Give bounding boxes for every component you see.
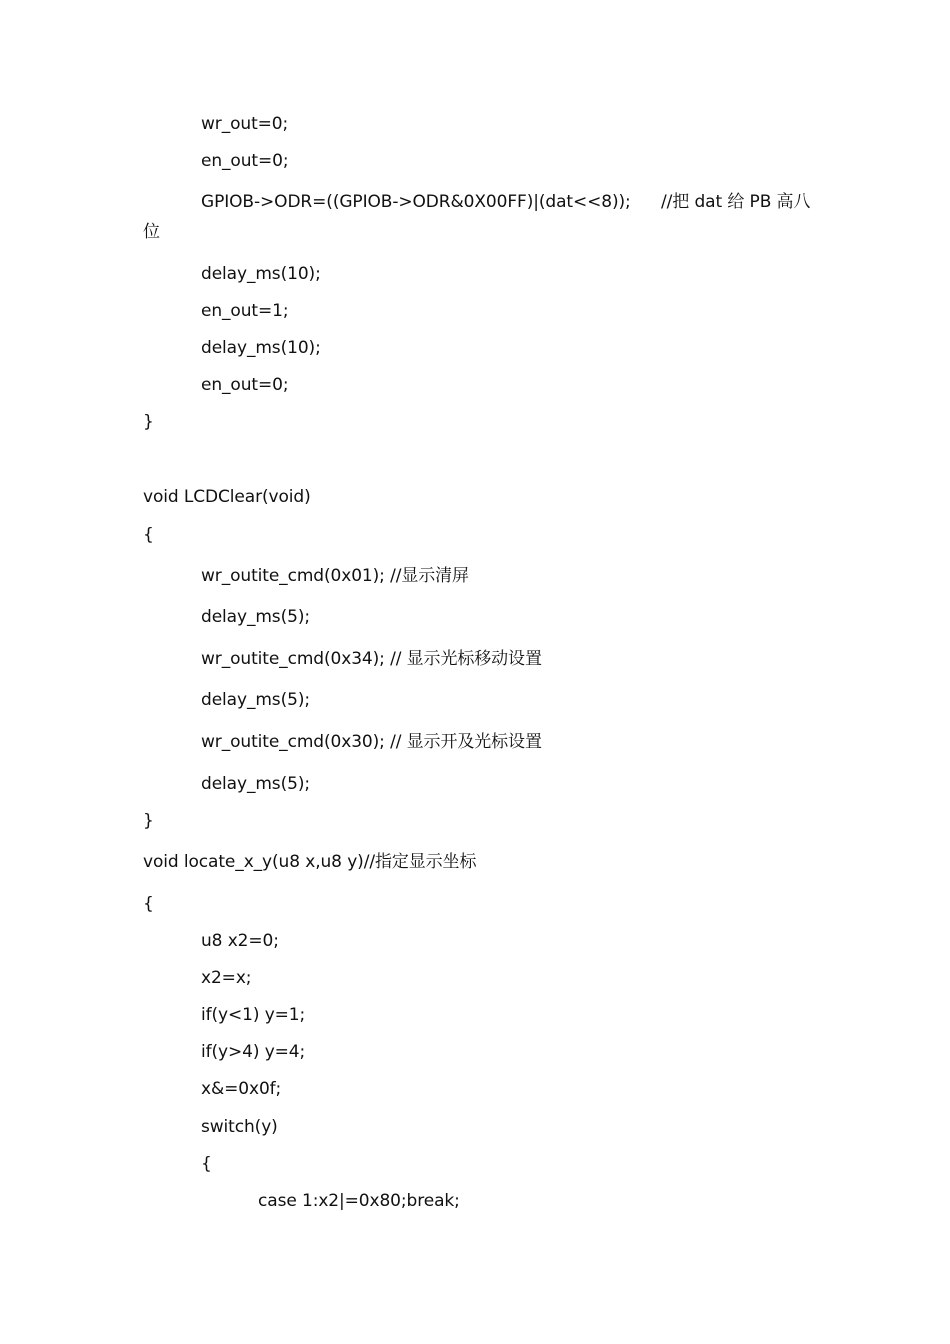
code-line: delay_ms(10);	[201, 338, 321, 358]
code-line: x&=0x0f;	[201, 1079, 282, 1099]
code-line: x2=x;	[201, 968, 252, 988]
closing-brace: }	[143, 811, 154, 831]
code-comment: //把 dat 给 PB 高八	[661, 192, 811, 212]
code-line: en_out=0;	[201, 151, 289, 171]
code-line: en_out=0;	[201, 375, 289, 395]
code-line: if(y<1) y=1;	[201, 1005, 306, 1025]
function-signature: void locate_x_y(u8 x,u8 y)//指定显示坐标	[143, 852, 477, 872]
code-comment-wrap: 位	[143, 222, 160, 242]
function-signature: void LCDClear(void)	[143, 487, 311, 507]
opening-brace: {	[143, 525, 154, 545]
code-line: GPIOB->ODR=((GPIOB->ODR&0X00FF)|(dat<<8));	[201, 192, 631, 212]
code-line: if(y>4) y=4;	[201, 1042, 306, 1062]
code-line: wr_outite_cmd(0x34); // 显示光标移动设置	[201, 649, 542, 669]
opening-brace: {	[143, 894, 154, 914]
code-line: case 1:x2|=0x80;break;	[258, 1191, 460, 1211]
code-line: switch(y)	[201, 1117, 278, 1137]
code-line: delay_ms(5);	[201, 774, 310, 794]
opening-brace: {	[201, 1154, 212, 1174]
code-line: delay_ms(5);	[201, 607, 310, 627]
code-line: en_out=1;	[201, 301, 289, 321]
code-line: u8 x2=0;	[201, 931, 279, 951]
code-line: wr_outite_cmd(0x30); // 显示开及光标设置	[201, 732, 542, 752]
code-line: delay_ms(5);	[201, 690, 310, 710]
closing-brace: }	[143, 412, 154, 432]
code-line: wr_outite_cmd(0x01); //显示清屏	[201, 566, 469, 586]
code-line: wr_out=0;	[201, 114, 289, 134]
code-line: delay_ms(10);	[201, 264, 321, 284]
